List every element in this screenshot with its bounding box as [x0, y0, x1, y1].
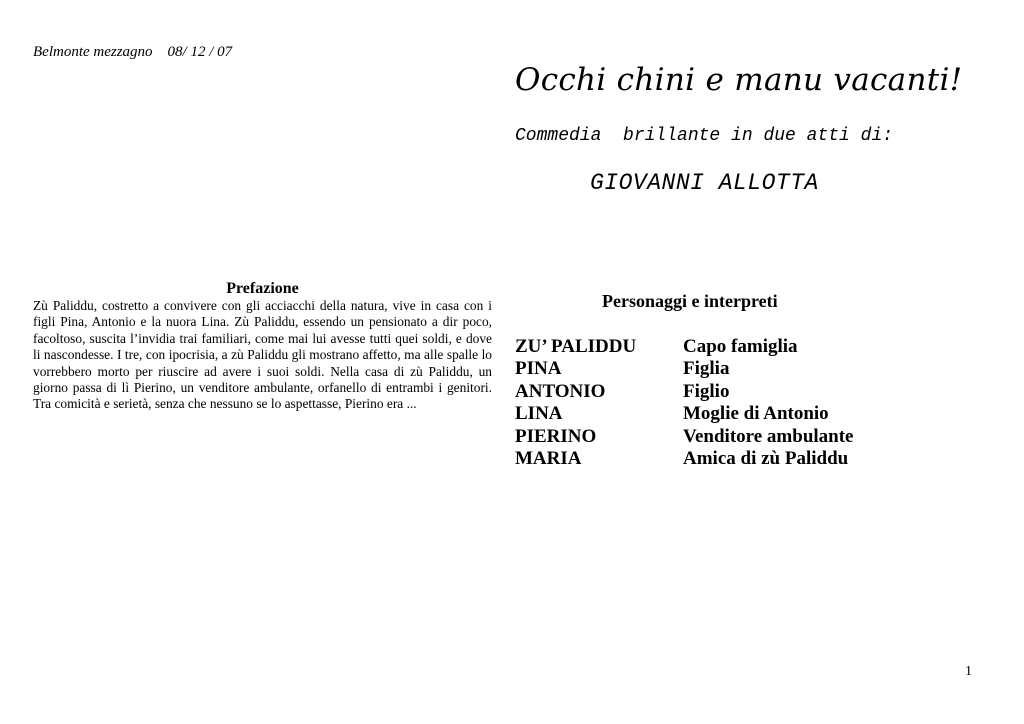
character-role: Venditore ambulante — [683, 425, 854, 447]
cast-heading: Personaggi e interpreti — [602, 291, 778, 311]
character-role: Capo famiglia — [683, 336, 798, 357]
page-number: 1 — [965, 664, 972, 679]
character-role: Moglie di Antonio — [683, 403, 829, 425]
preface-section — [33, 280, 492, 413]
cast-list — [515, 336, 915, 470]
author-name: GIOVANNI ALLOTTA — [590, 170, 819, 196]
character-name: LINA — [515, 403, 563, 425]
preface-text: Zù Paliddu, costretto a convivere con gli acciacchi della natura, vive in casa con i figli Pina, Antonio e la nuora Lina. Zù Paliddu, essendo un pensionato a dir poco, facoltoso, suscita l’invidia trai familiari, come mai lui avesse tutti quei soldi, e dove li nascondesse. I tre, con ipocrisia, a zù Paliddu gli mostrano affetto, ma alle spalle lo vorrebbero morto per riuscire ad avere i suoi soldi. Nella casa di zù Paliddu, un giorno passa di lì Pierino, un venditore ambulante, orfanello di entrambi i genitori. Tra comicità e serietà, senza che nessuno se lo aspettasse, Pierino era ... — [33, 298, 492, 412]
cast-section — [515, 290, 915, 470]
cast-row — [515, 426, 915, 448]
character-name: PINA — [515, 358, 562, 380]
play-subtitle: Commedia brillante in due atti di: — [515, 126, 894, 146]
cast-row — [515, 448, 915, 470]
cast-row — [515, 381, 915, 403]
character-role: Figlio — [683, 380, 730, 402]
character-name: ANTONIO — [515, 380, 606, 402]
play-title: Occhi chini e manu vacanti! — [515, 62, 963, 98]
character-name: ZU’ PALIDDU — [515, 336, 637, 357]
character-name: MARIA — [515, 448, 582, 470]
character-role: Amica di zù Paliddu — [683, 448, 849, 470]
cast-row — [515, 336, 915, 358]
character-role: Figlia — [683, 358, 730, 380]
cast-row — [515, 403, 915, 425]
cast-row — [515, 358, 915, 380]
character-name: PIERINO — [515, 425, 597, 447]
preface-heading: Prefazione — [226, 280, 299, 297]
place-date: Belmonte mezzagno 08/ 12 / 07 — [33, 44, 233, 60]
